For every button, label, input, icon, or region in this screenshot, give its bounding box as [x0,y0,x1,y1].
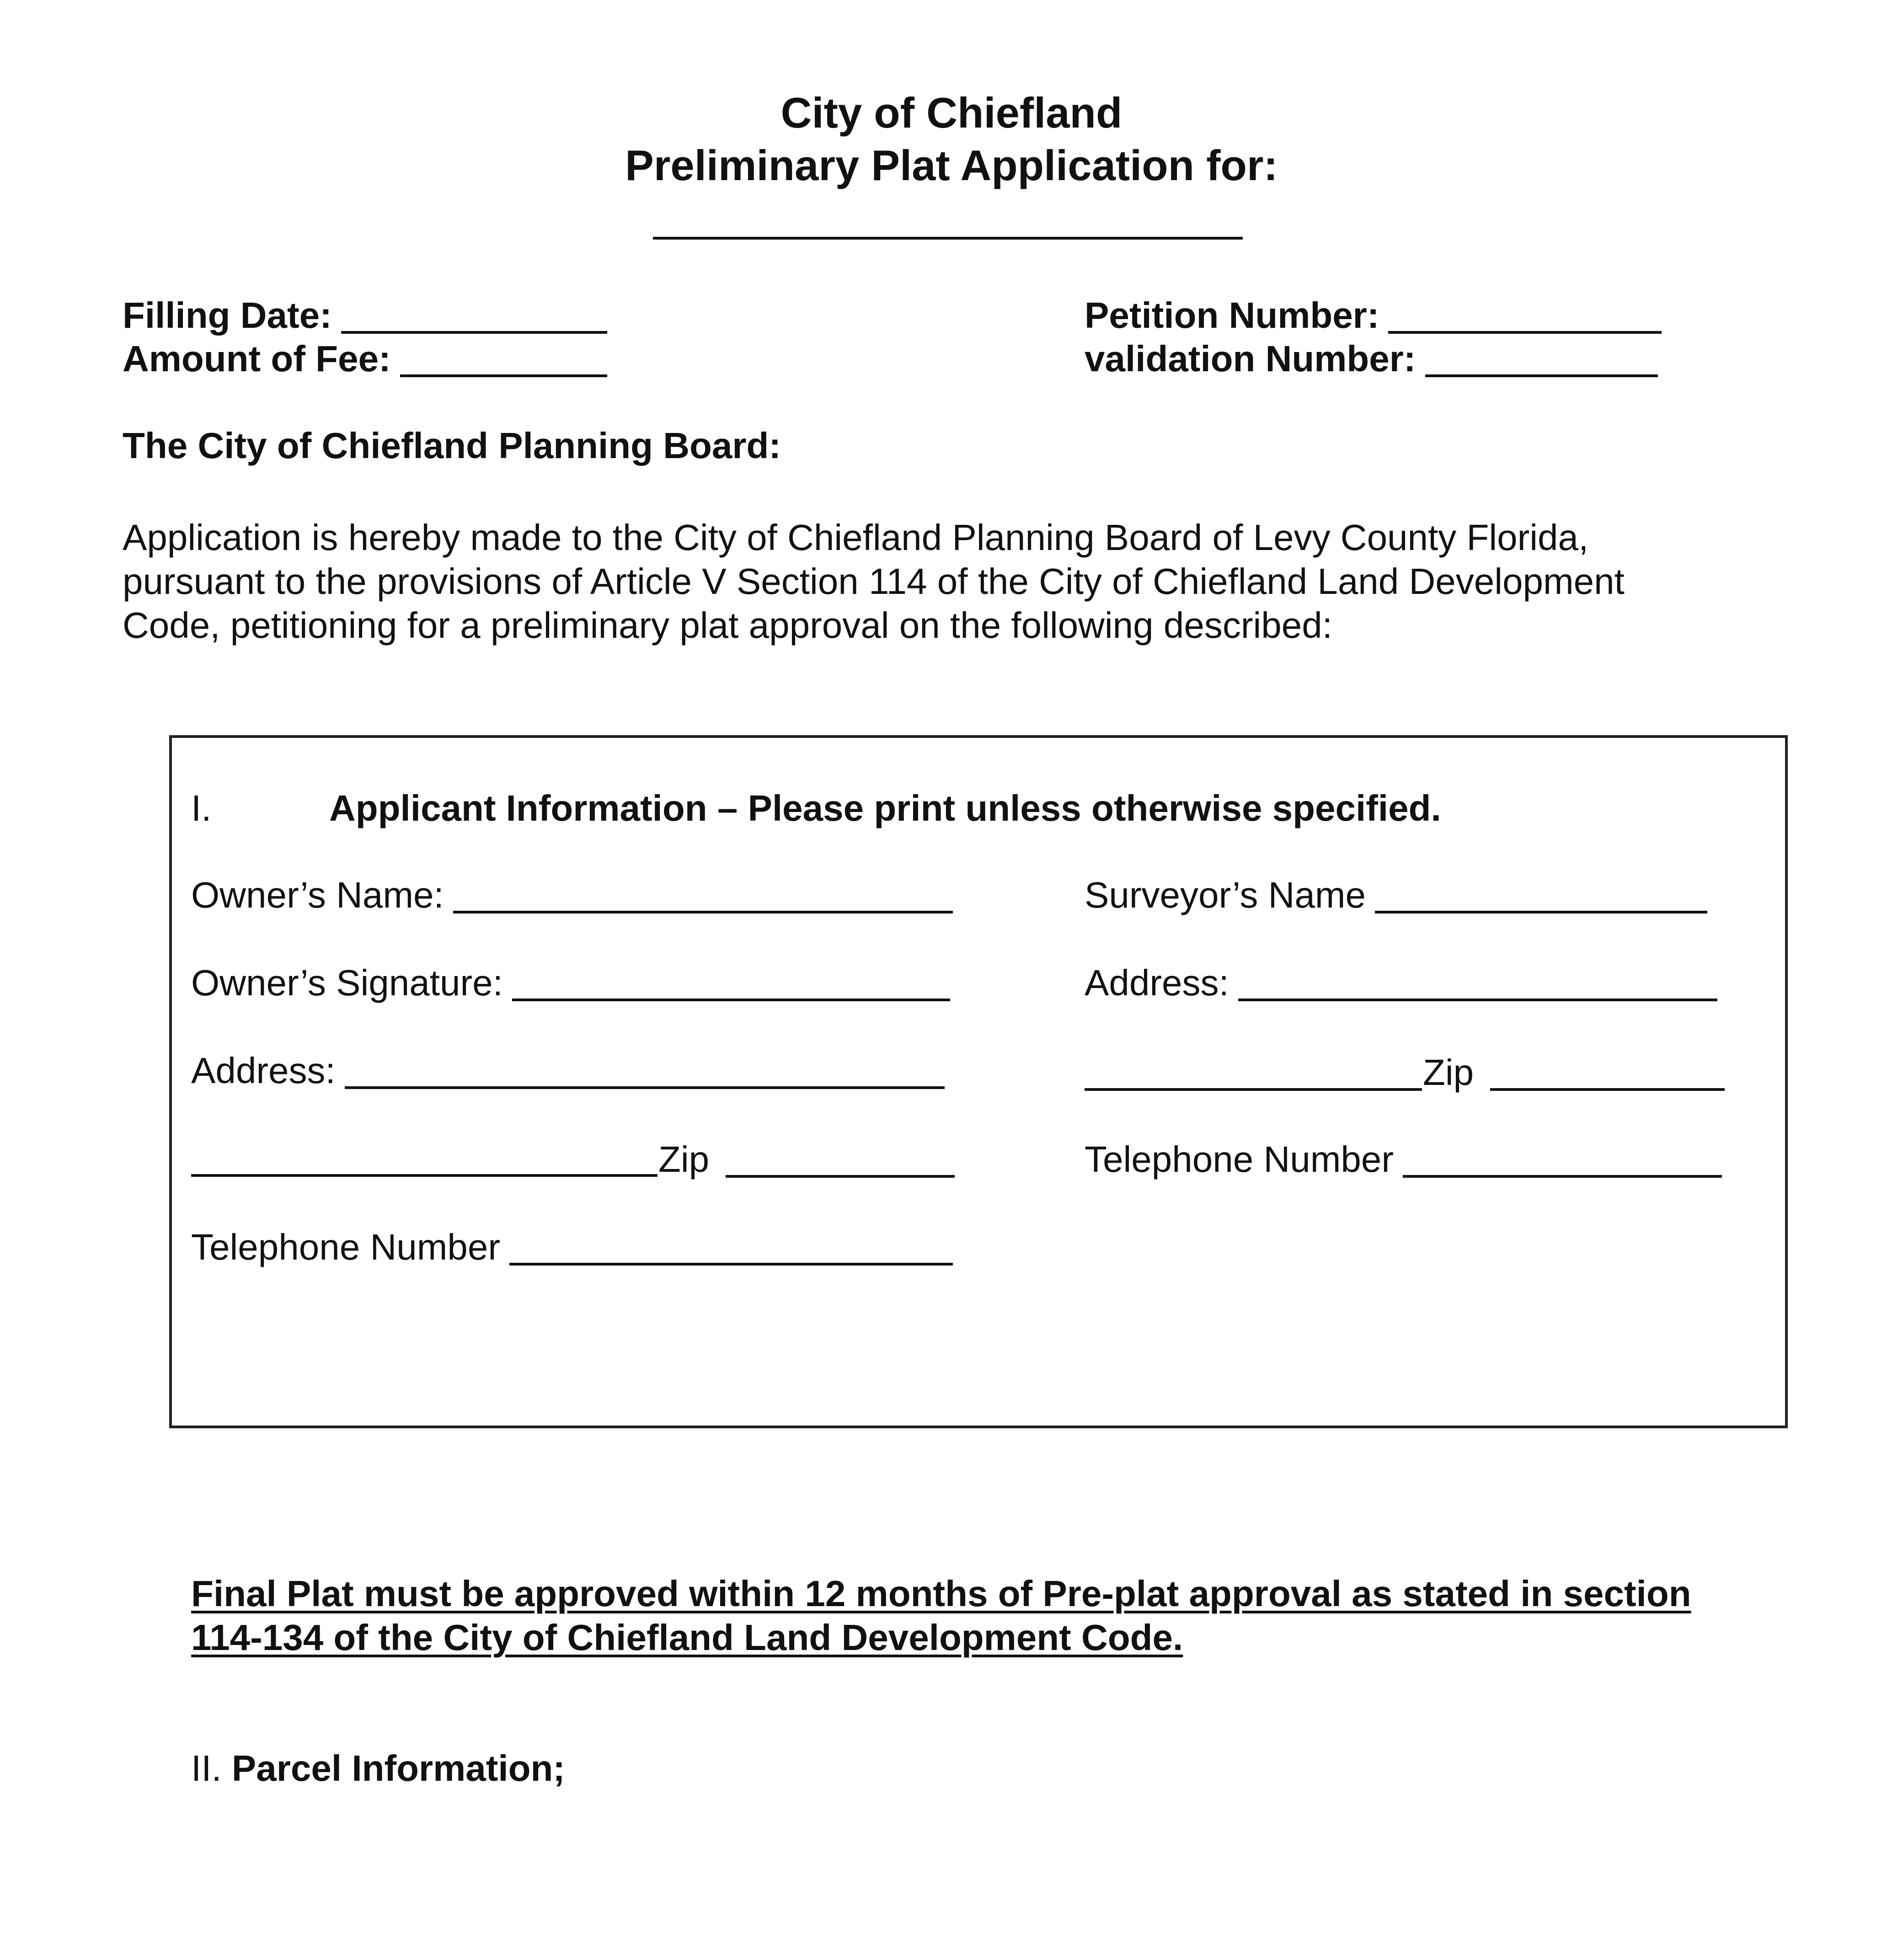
application-for-field[interactable] [653,237,1243,240]
owner-telephone-field[interactable] [191,1229,953,1266]
owner-address-label: Address: [191,1050,336,1091]
owner-telephone-label: Telephone Number [191,1227,500,1267]
section1-numeral: I. [191,788,212,828]
validation-number-label: validation Number: [1085,338,1416,379]
surveyor-zip-label: Zip [1423,1052,1474,1093]
intro-line: Application is hereby made to the City of Chiefland Planning Board of Levy County Florida, [123,517,1589,558]
petition-number-label: Petition Number: [1085,295,1379,336]
owner-address-field[interactable] [191,1052,945,1089]
owner-city-state-field[interactable] [191,1174,657,1177]
notice-line: 114-134 of the City of Chiefland Land Development Code. [191,1617,1183,1658]
surveyor-telephone-field[interactable] [1085,1141,1722,1178]
owner-zip-label: Zip [658,1139,710,1180]
owner-zip-field[interactable] [658,1141,955,1178]
intro-line: Code, petitioning for a preliminary plat approval on the following described: [123,605,1332,646]
surveyor-address-label: Address: [1085,962,1229,1003]
salutation: The City of Chiefland Planning Board: [123,425,781,466]
owner-signature-field[interactable] [191,962,950,1003]
amount-of-fee-field[interactable] [123,338,607,379]
filling-date-label: Filling Date: [123,295,332,336]
surveyor-telephone-label: Telephone Number [1085,1139,1394,1180]
petition-number-field[interactable] [1085,297,1662,334]
surveyor-address-field[interactable] [1085,962,1717,1003]
surveyor-name-label: Surveyor’s Name [1085,875,1366,915]
surveyor-zip-field[interactable] [1423,1054,1725,1091]
owner-signature-label: Owner’s Signature: [191,962,503,1003]
section1-heading: Applicant Information – Please print unless otherwise specified. [329,788,1441,828]
intro-paragraph [123,516,1814,647]
form-title-line1: City of Chiefland [780,89,1123,137]
section2-title [191,1750,565,1787]
amount-of-fee-label: Amount of Fee: [123,338,391,379]
surveyor-name-field[interactable] [1085,877,1707,913]
final-plat-notice [191,1572,1691,1660]
validation-number-field[interactable] [1085,338,1658,379]
intro-line: pursuant to the provisions of Article V Section 114 of the City of Chiefland Land Development [123,561,1625,602]
surveyor-city-state-field[interactable] [1085,1088,1422,1091]
filling-date-field[interactable] [123,297,607,334]
section2-numeral: II. [191,1748,222,1789]
owner-name-label: Owner’s Name: [191,875,444,915]
section2-heading: Parcel Information; [231,1748,565,1789]
owner-name-field[interactable] [191,877,953,913]
notice-line: Final Plat must be approved within 12 months of Pre-plat approval as stated in section [191,1573,1691,1614]
form-title-line2: Preliminary Plat Application for: [625,141,1278,189]
